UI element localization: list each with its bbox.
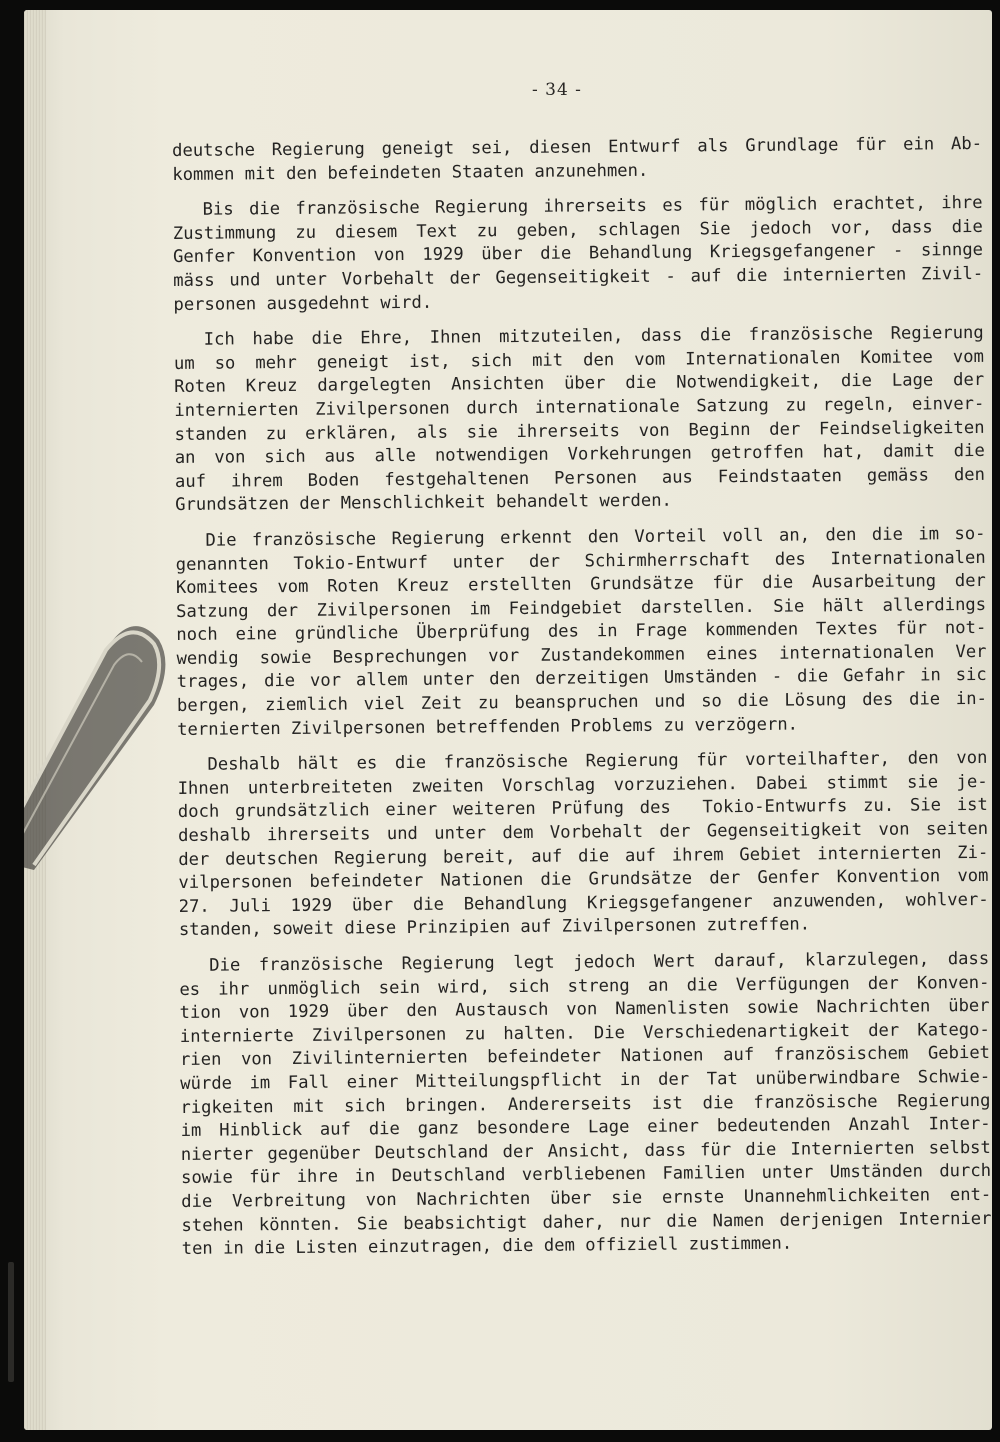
paragraph-3 — [174, 322, 986, 518]
paragraph-4 — [175, 523, 987, 742]
page-stack-edge — [24, 10, 46, 1430]
text-line: trages, die vor allem unter den derzeitigen Umständen - die Gefahr in sic — [176, 665, 987, 693]
text-line: deshalb ihrerseits und unter dem Vorbehalt der Gegenseitigkeit von seiten — [177, 818, 989, 847]
text-line: personen ausgedehnt wird. — [173, 292, 433, 315]
text-line: an von sich aus alle notwendigen Vorkehrungen getroffen hat, damit die — [174, 441, 985, 469]
text-line: sowie für ihre in Deutschland verbliebenen Familien unter Umständen durch — [180, 1161, 992, 1189]
text-line: wendig sowie Besprechungen vor Zustandekommen eines internationalen Ver — [176, 641, 987, 669]
text-line: Komitees vom Roten Kreuz erstellten Grundsätze für die Ausarbeitung der — [175, 571, 986, 599]
paragraph-2 — [173, 192, 984, 317]
text-line: Die französische Regierung erkennt den Vorteil voll an, den die im so- — [205, 523, 986, 551]
text-line: rigkeiten mit sich bringen. Andererseits ist die französische Regierung — [180, 1090, 991, 1118]
text-line: 27. Juli 1929 über die Behandlung Kriegsgefangener anzuwenden, wohlver- — [178, 889, 989, 917]
text-line: im Hinblick auf die ganz besondere Lage einer bedeutenden Anzahl Inter- — [180, 1114, 991, 1142]
paragraph-5 — [177, 747, 989, 943]
text-line: ten in die Listen einzutragen, die dem offiziell zustimmen. — [181, 1233, 793, 1260]
text-line: würde im Fall einer Mitteilungspflicht in der Tat unüberwindbare Schwie- — [180, 1066, 991, 1094]
text-line: Zustimmung zu diesem Text zu geben, schlagen Sie jedoch vor, dass die — [172, 216, 983, 244]
text-line: Bis die französische Regierung ihrerseits es für möglich erachtet, ihre — [202, 193, 983, 220]
text-line: es ihr unmöglich sein wird, sich streng an die Verfügungen der Konven- — [179, 972, 990, 1000]
text-line: ternierten Zivilpersonen betreffenden Problems zu verzögern. — [177, 714, 799, 740]
text-line: Grundsätzen der Menschlichkeit behandelt werden. — [175, 490, 672, 516]
text-line: Genfer Konvention von 1929 über die Behandlung Kriegsgefangener - sinnge — [172, 240, 984, 268]
text-line: vilpersonen befeindeter Nationen die Grundsätze der Genfer Konvention vom — [178, 866, 989, 894]
text-line: internierten Zivilpersonen durch internationale Satzung zu regeln, einver- — [174, 393, 985, 421]
text-line: Satzung der Zivilpersonen im Feindgebiet darstellen. Sie hält allerdings — [176, 594, 987, 622]
paragraph-6 — [179, 948, 992, 1262]
page-number: - 34 - — [532, 80, 582, 100]
text-line: der deutschen Regierung bereit, auf die auf ihrem Gebiet internierten Zi- — [178, 842, 989, 870]
text-line: Deshalb hält es die französische Regierung für vorteilhafter, den von — [207, 748, 988, 775]
text-line: stehen könnten. Sie beabsichtigt daher, nur die Namen derjenigen Internier — [181, 1208, 992, 1236]
text-line: auf ihrem Boden festgehaltenen Personen aus Feindstaaten gemäss den — [174, 464, 986, 492]
text-line: internierte Zivilpersonen zu halten. Die Verschiedenartigkeit der Katego- — [179, 1019, 990, 1047]
text-line: Roten Kreuz dargelegten Ansichten über die Notwendigkeit, die Lage der — [174, 370, 985, 398]
text-line: deutsche Regierung geneigt sei, diesen Entwurf als Grundlage für ein Ab- — [172, 133, 983, 161]
text-line: noch eine gründliche Überprüfung des in Frage kommenden Textes für not- — [176, 618, 987, 646]
text-line: um so mehr geneigt ist, sich mit den vom Internationalen Komitee vom — [173, 346, 985, 374]
text-line: Ich habe die Ehre, Ihnen mitzuteilen, dass die französische Regierung — [203, 323, 984, 350]
document-body — [172, 133, 992, 1262]
text-line: doch grundsätzlich einer weiteren Prüfung des Tokio-Entwurfs zu. Sie ist — [177, 795, 988, 823]
text-line: nierter gegenüber Deutschland der Ansicht, dass für die Internierten selbst — [180, 1137, 991, 1165]
text-line: standen zu erklären, als sie ihrerseits von Beginn der Feindseligkeiten — [174, 417, 985, 445]
paragraph-1 — [172, 133, 982, 187]
text-line: Die französische Regierung legt jedoch Wert darauf, klarzulegen, dass — [209, 948, 990, 976]
text-line: standen, soweit diese Prinzipien auf Zivilpersonen zutreffen. — [178, 914, 811, 941]
text-line: kommen mit den befeindeten Staaten anzunehmen. — [172, 160, 649, 185]
text-line: mäss und unter Vorbehalt der Gegenseitigkeit - auf die internierten Zivil- — [173, 263, 984, 291]
document-page — [24, 10, 992, 1430]
text-line: die Verbreitung von Nachrichten über sie ernste Unannehmlichkeiten ent- — [181, 1184, 992, 1212]
binding-mark — [8, 1262, 14, 1382]
text-line: tion von 1929 über den Austausch von Namenlisten sowie Nachrichten über — [179, 996, 990, 1024]
text-line: Ihnen unterbreiteten zweiten Vorschlag vorzuziehen. Dabei stimmt sie je- — [177, 771, 988, 799]
text-line: genannten Tokio-Entwurf unter der Schirmherrschaft des Internationalen — [175, 547, 986, 575]
text-line: rien von Zivilinternierten befeindeter Nationen auf französischem Gebiet — [179, 1043, 991, 1071]
text-line: bergen, ziemlich viel Zeit zu beanspruchen und so die Lösung des die in- — [176, 688, 987, 717]
